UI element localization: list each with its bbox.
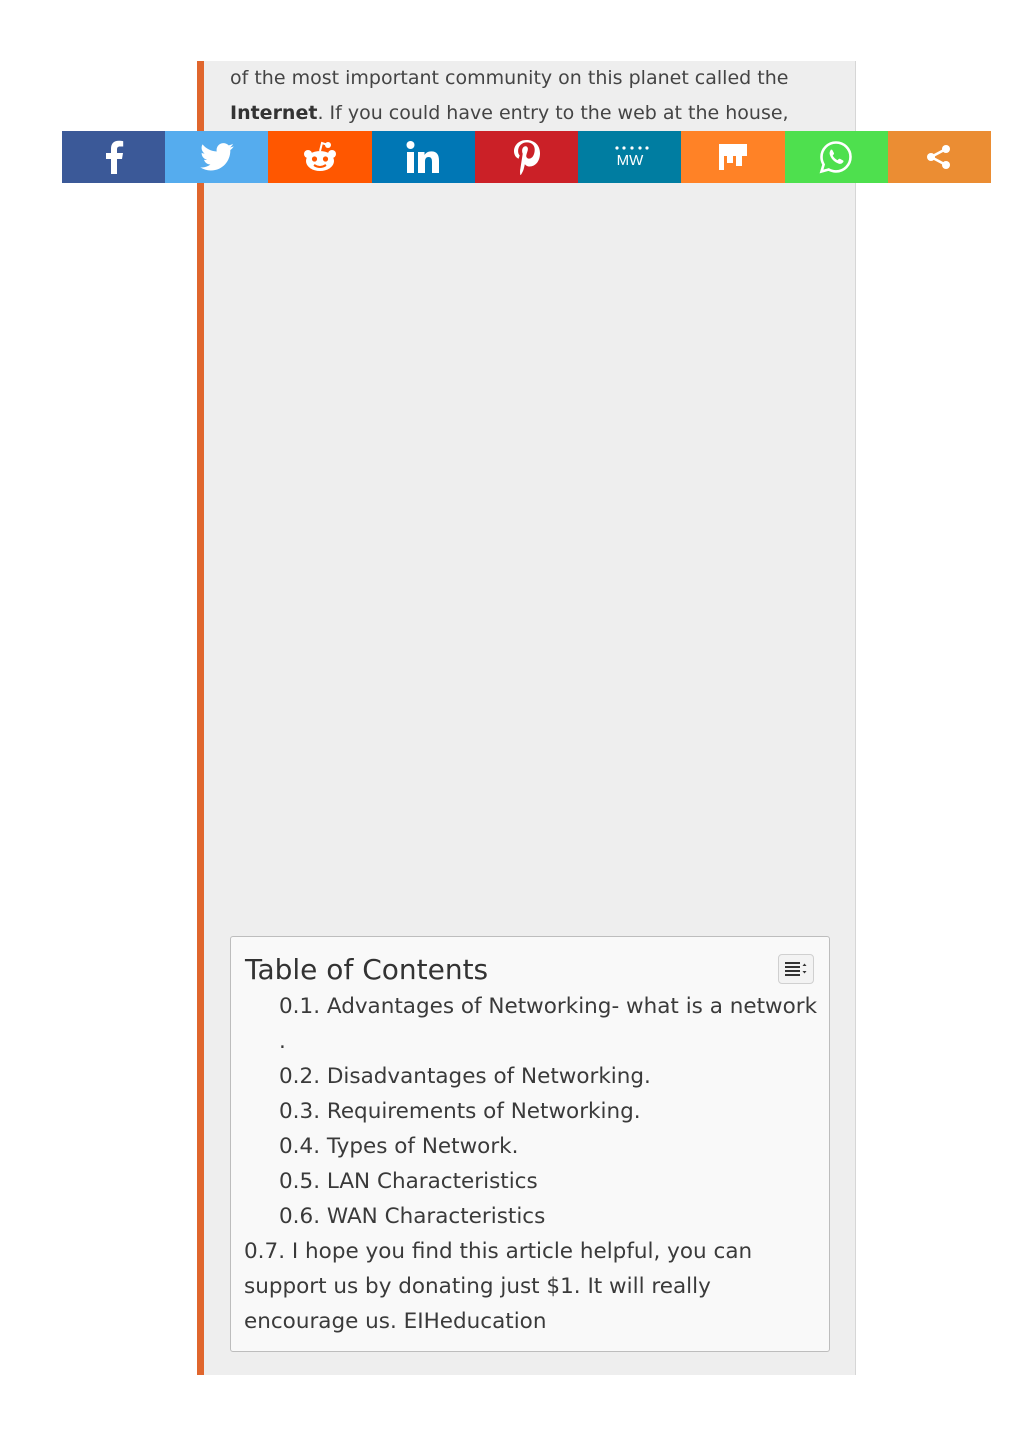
facebook-icon	[104, 140, 124, 174]
facebook-share-button[interactable]	[62, 131, 165, 183]
mix-icon	[718, 142, 748, 172]
toc-link-advantages[interactable]: 0.1. Advantages of Networking- what is a network .	[279, 994, 818, 1054]
mewe-icon	[610, 145, 650, 169]
pinterest-icon	[512, 139, 540, 175]
intro-text: of the most important community on this planet called the	[230, 67, 789, 89]
more-share-button[interactable]	[888, 131, 991, 183]
toc-link-requirements[interactable]: 0.3. Requirements of Networking.	[279, 1099, 641, 1124]
toc-item	[231, 1234, 829, 1339]
whatsapp-icon	[819, 140, 853, 174]
toc-link-support[interactable]: 0.7. I hope you find this article helpful, you can support us by donating just $1. It will really encourage us. EIHeducation	[244, 1239, 753, 1334]
linkedin-icon	[406, 140, 440, 174]
share-icon	[926, 144, 952, 170]
toc-list	[231, 989, 829, 1339]
toc-item	[231, 1094, 829, 1129]
twitter-share-button[interactable]	[165, 131, 268, 183]
toc-item	[231, 1199, 829, 1234]
list-toggle-icon	[785, 962, 807, 976]
twitter-icon	[200, 143, 234, 171]
table-of-contents	[230, 936, 830, 1352]
toc-title: Table of Contents	[245, 953, 489, 986]
toc-link-lan[interactable]: 0.5. LAN Characteristics	[279, 1169, 538, 1194]
pinterest-share-button[interactable]	[475, 131, 578, 183]
whatsapp-share-button[interactable]	[785, 131, 888, 183]
toc-link-wan[interactable]: 0.6. WAN Characteristics	[279, 1204, 546, 1229]
toc-link-types[interactable]: 0.4. Types of Network.	[279, 1134, 519, 1159]
reddit-share-button[interactable]	[268, 131, 371, 183]
intro-rest: . If you could have entry to the web at the house,	[317, 102, 789, 124]
toc-link-disadvantages[interactable]: 0.2. Disadvantages of Networking.	[279, 1064, 651, 1089]
mix-share-button[interactable]	[681, 131, 784, 183]
mewe-share-button[interactable]	[578, 131, 681, 183]
toc-toggle-button[interactable]	[778, 954, 814, 984]
linkedin-share-button[interactable]	[372, 131, 475, 183]
toc-item	[231, 1059, 829, 1094]
article-intro-paragraph	[230, 61, 830, 131]
intro-bold-internet: Internet	[230, 102, 318, 124]
social-share-bar	[62, 131, 991, 183]
toc-item	[231, 1164, 829, 1199]
toc-item	[231, 989, 829, 1059]
toc-item	[231, 1129, 829, 1164]
reddit-icon	[302, 141, 338, 173]
mewe-label: MW	[616, 152, 644, 169]
